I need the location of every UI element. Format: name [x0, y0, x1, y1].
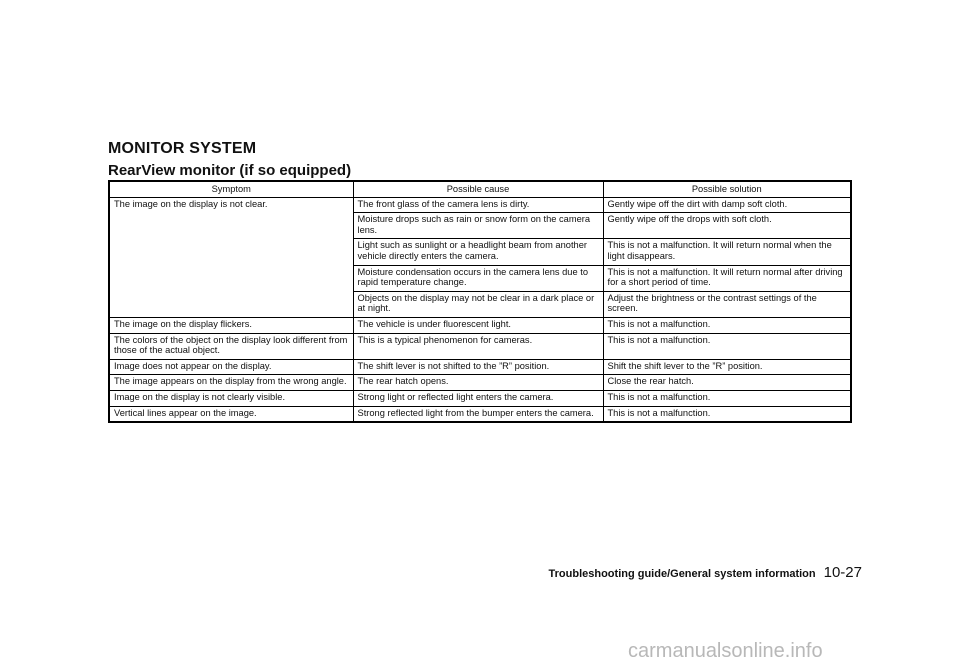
table-row [109, 333, 851, 359]
solution-cell: Gently wipe off the drops with soft cloth. [603, 213, 851, 239]
cause-cell: The shift lever is not shifted to the ”R” position. [353, 359, 603, 375]
symptom-cell: The colors of the object on the display look different from those of the actual object. [109, 333, 353, 359]
cause-cell: The rear hatch opens. [353, 375, 603, 391]
table-header-row [109, 181, 851, 197]
watermark: carmanualsonline.info [628, 640, 823, 662]
solution-cell: Close the rear hatch. [603, 375, 851, 391]
section-title: MONITOR SYSTEM [108, 140, 257, 157]
table-row [109, 291, 851, 317]
symptom-cell-continued [109, 239, 353, 265]
solution-cell: Gently wipe off the dirt with damp soft cloth. [603, 197, 851, 213]
solution-cell: This is not a malfunction. [603, 406, 851, 422]
cause-cell: This is a typical phenomenon for cameras. [353, 333, 603, 359]
cause-cell: Strong light or reflected light enters the camera. [353, 390, 603, 406]
table-row [109, 213, 851, 239]
footer-section-name: Troubleshooting guide/General system information [548, 568, 816, 580]
symptom-cell: Vertical lines appear on the image. [109, 406, 353, 422]
symptom-cell-continued [109, 265, 353, 291]
symptom-cell: The image on the display is not clear. [109, 197, 353, 213]
header-possible-solution: Possible solution [603, 181, 851, 197]
page-number: 10-27 [823, 564, 862, 581]
solution-cell: This is not a malfunction. [603, 333, 851, 359]
symptom-cell: Image on the display is not clearly visible. [109, 390, 353, 406]
cause-cell: Moisture drops such as rain or snow form on the camera lens. [353, 213, 603, 239]
subsection-title: RearView monitor (if so equipped) [108, 162, 352, 179]
table-row [109, 239, 851, 265]
symptom-cell: Image does not appear on the display. [109, 359, 353, 375]
cause-cell: Strong reflected light from the bumper enters the camera. [353, 406, 603, 422]
symptom-cell-continued [109, 291, 353, 317]
page-footer [0, 564, 862, 581]
table-row [109, 317, 851, 333]
solution-cell: This is not a malfunction. [603, 317, 851, 333]
header-symptom: Symptom [109, 181, 353, 197]
solution-cell: Shift the shift lever to the ”R” position. [603, 359, 851, 375]
solution-cell: This is not a malfunction. [603, 390, 851, 406]
table-row [109, 375, 851, 391]
cause-cell: The vehicle is under fluorescent light. [353, 317, 603, 333]
table-row [109, 265, 851, 291]
table-row [109, 390, 851, 406]
cause-cell: Moisture condensation occurs in the camera lens due to rapid temperature change. [353, 265, 603, 291]
symptom-cell-continued [109, 213, 353, 239]
table-row [109, 359, 851, 375]
table-body [109, 197, 851, 422]
solution-cell: This is not a malfunction. It will return normal when the light disappears. [603, 239, 851, 265]
header-possible-cause: Possible cause [353, 181, 603, 197]
table-row [109, 406, 851, 422]
cause-cell: Light such as sunlight or a headlight beam from another vehicle directly enters the camera. [353, 239, 603, 265]
symptom-cell: The image on the display flickers. [109, 317, 353, 333]
solution-cell: Adjust the brightness or the contrast settings of the screen. [603, 291, 851, 317]
solution-cell: This is not a malfunction. It will return normal after driving for a short period of time. [603, 265, 851, 291]
cause-cell: The front glass of the camera lens is dirty. [353, 197, 603, 213]
symptom-cell: The image appears on the display from the wrong angle. [109, 375, 353, 391]
troubleshooting-table [108, 180, 852, 423]
table-row [109, 197, 851, 213]
cause-cell: Objects on the display may not be clear in a dark place or at night. [353, 291, 603, 317]
